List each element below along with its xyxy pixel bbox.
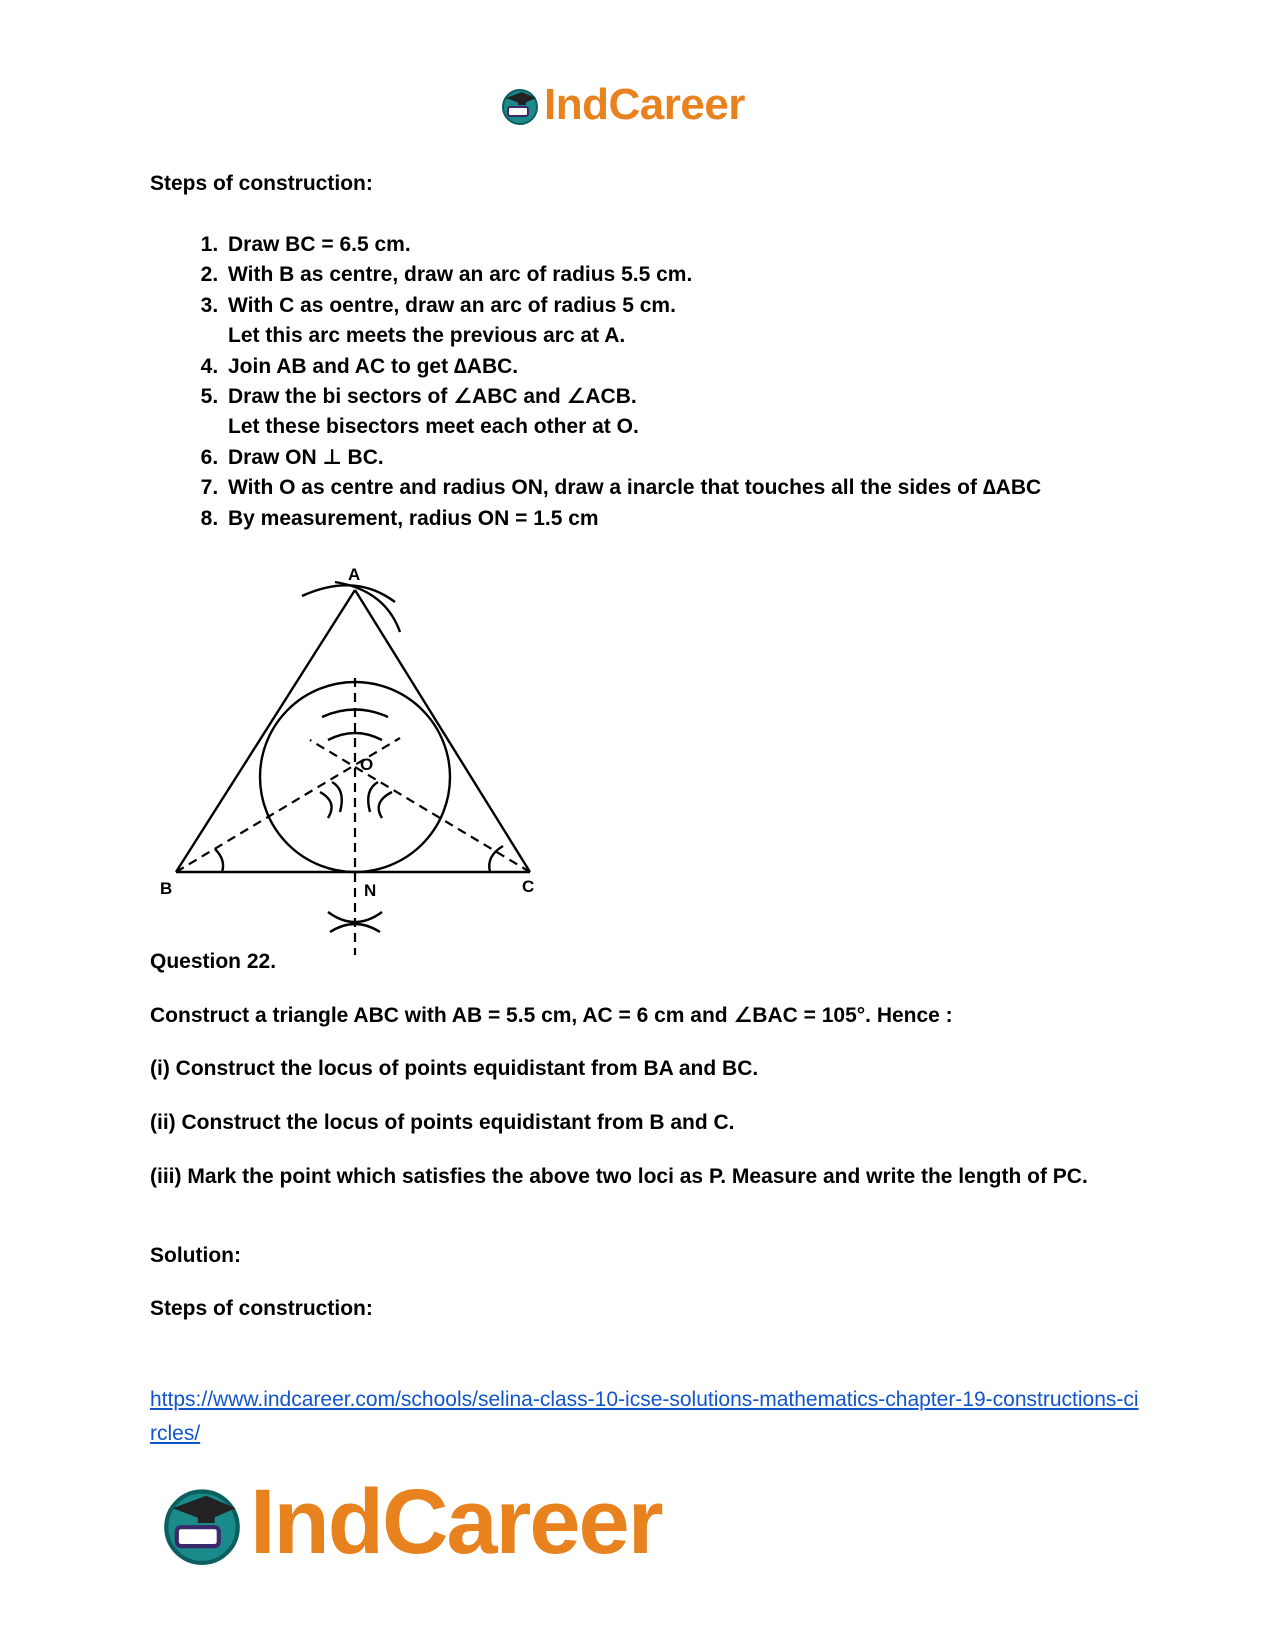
list-item: 5. Draw the bi sectors of ∠ABC and ∠ACB. Let these bisectors meet each other at O. [224, 382, 1204, 443]
construction-steps-list [150, 230, 1204, 534]
question-part-1: (i) Construct the locus of points equidistant from BA and BC. [150, 1057, 759, 1080]
side-ab [176, 590, 355, 872]
list-item: 8. By measurement, radius ON = 1.5 cm [224, 504, 1204, 534]
graduation-globe-icon [500, 85, 540, 125]
footer-logo-text: IndCareer [250, 1471, 662, 1573]
question-title: Question 22. [150, 950, 277, 973]
list-item: 2. With B as centre, draw an arc of radius 5.5 cm. [224, 260, 1204, 290]
question-statement: Construct a triangle ABC with AB = 5.5 cm, AC = 6 cm and ∠BAC = 105°. Hence : [150, 1004, 953, 1027]
label-a: A [348, 565, 361, 584]
steps-heading-2: Steps of construction: [150, 1297, 373, 1320]
solution-label: Solution: [150, 1244, 241, 1267]
construction-figure [160, 560, 540, 960]
steps-heading: Steps of construction: [150, 172, 373, 195]
list-item: 1. Draw BC = 6.5 cm. [224, 230, 1204, 260]
list-item: 3. With C as oentre, draw an arc of radius 5 cm. Let this arc meets the previous arc at A. [224, 291, 1204, 352]
footer-logo [160, 1470, 662, 1575]
angle-arc-c [489, 846, 503, 872]
label-c: C [522, 877, 535, 896]
label-n: N [364, 881, 377, 900]
bisector-arc [368, 782, 378, 812]
question-part-3: (iii) Mark the point which satisfies the above two loci as P. Measure and write the length of PC. [150, 1165, 1088, 1188]
header-logo [500, 80, 745, 130]
graduation-globe-icon [160, 1481, 244, 1565]
bisector-arc [332, 782, 342, 812]
question-part-2: (ii) Construct the locus of points equidistant from B and C. [150, 1111, 735, 1134]
source-link[interactable]: https://www.indcareer.com/schools/selina-class-10-icse-solutions-mathematics-chapter-19-constructions-circles/ [150, 1388, 1139, 1445]
header-logo-text: IndCareer [544, 80, 745, 129]
bisector-arc [379, 792, 392, 818]
bisector-c [310, 740, 530, 872]
side-ac [355, 590, 530, 872]
label-o: O [360, 755, 374, 774]
label-b: B [160, 879, 173, 898]
list-item: 4. Join AB and AC to get ∆ABC. [224, 352, 1204, 382]
angle-arc-b [215, 849, 223, 872]
list-item: 6. Draw ON ⊥ BC. [224, 443, 1204, 473]
list-item: 7. With O as centre and radius ON, draw a inarcle that touches all the sides of ∆ABC [224, 473, 1204, 503]
bisector-arc [320, 792, 332, 818]
